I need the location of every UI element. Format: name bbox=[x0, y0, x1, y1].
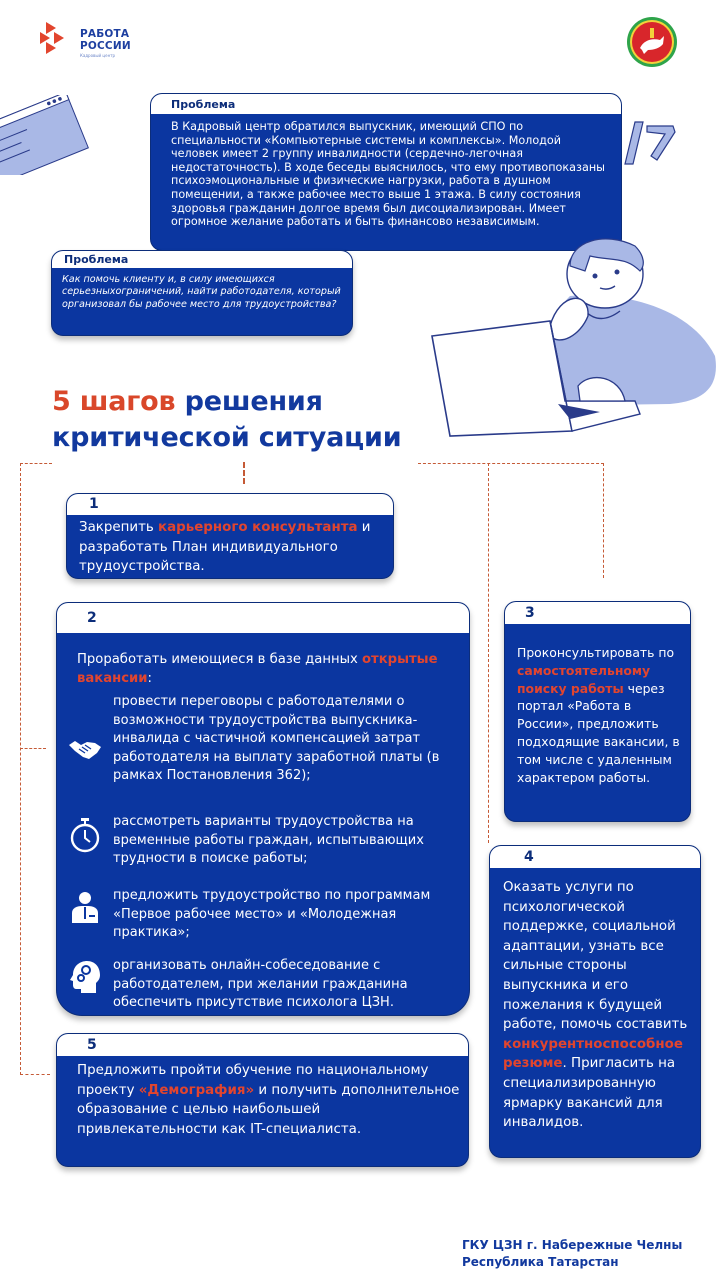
footer-line1: ГКУ ЦЗН г. Набережные Челны bbox=[462, 1238, 683, 1252]
logo-line2: РОССИИ bbox=[80, 40, 131, 52]
step-2-card bbox=[56, 602, 470, 1016]
step-intro bbox=[57, 633, 469, 688]
connector-line bbox=[603, 463, 604, 578]
step-text-post: . Пригласить на специализированную ярмарку вакансий для инвалидов. bbox=[503, 1056, 676, 1131]
step-highlight: карьерного консультанта bbox=[158, 520, 358, 535]
person-icon bbox=[67, 889, 103, 925]
step-highlight: конкурентноспособное резюме bbox=[503, 1036, 683, 1072]
step-text bbox=[505, 624, 690, 786]
tatarstan-emblem-icon bbox=[626, 16, 678, 68]
logo-line1: РАБОТА bbox=[80, 28, 130, 40]
step-intro-post: : bbox=[147, 670, 152, 686]
step-number: 3 bbox=[505, 602, 690, 624]
step-highlight: «Демография» bbox=[138, 1082, 255, 1098]
connector-line bbox=[20, 748, 46, 749]
problem-label: Проблема bbox=[151, 94, 621, 114]
connector-line bbox=[20, 463, 21, 1075]
step-highlight: открытые вакансии bbox=[77, 652, 438, 686]
step-number: 4 bbox=[490, 846, 700, 868]
logo-arrows-icon bbox=[38, 20, 78, 60]
footer-organization bbox=[462, 1237, 682, 1271]
step-text-pre: Оказать услуги по психологической поддержке, социальной адаптации, узнать все сильные стороны выпускника и его пожелания к будущей работе, помочь составить bbox=[503, 880, 688, 1033]
head-gears-icon bbox=[67, 959, 103, 995]
list-item-text: организовать онлайн-собеседование с работодателем, при желании гражданина обеспечить присутствие психолога ЦЗН. bbox=[113, 958, 408, 1011]
problem-description-card bbox=[150, 93, 622, 251]
logo-text bbox=[80, 28, 131, 52]
stopwatch-icon bbox=[67, 817, 103, 853]
step-1-card bbox=[66, 493, 394, 579]
step-text-post: и разработать План индивидуального трудоустройства. bbox=[79, 520, 371, 575]
connector-line bbox=[20, 463, 52, 464]
problem-question-card bbox=[51, 250, 353, 336]
person-laptop-illustration bbox=[420, 236, 720, 441]
step-text bbox=[67, 515, 393, 577]
step-text-pre: Предложить пройти обучение по национальному проекту bbox=[77, 1063, 429, 1098]
step-text-post: через портал «Работа в России», предложить подходящие вакансии, в том числе с удаленным характером работы. bbox=[517, 680, 680, 785]
browser-window-illustration bbox=[0, 95, 90, 175]
connector-line bbox=[243, 462, 245, 484]
step-number: 5 bbox=[57, 1034, 468, 1056]
step-highlight: самостоятельному поиску работы bbox=[517, 662, 651, 696]
step-5-card bbox=[56, 1033, 469, 1167]
list-item-text: провести переговоры с работодателями о возможности трудоустройства выпускника-инвалида с частичной компенсацией затрат работодателя на выплату заработной платы (в рамках Постановления 362); bbox=[113, 694, 440, 784]
step-text-pre: Закрепить bbox=[79, 520, 159, 535]
list-item-text: предложить трудоустройство по программам «Первое рабочее место» и «Молодежная практика»; bbox=[113, 888, 431, 941]
problem-text: В Кадровый центр обратился выпускник, имеющий СПО по специальности «Компьютерные системы и комплексы». Молодой человек имеет 2 группу инвалидности (сердечно-легочная недостаточность). В ходе беседы выяснилось, что ему противопоказаны психоэмоциональные и физические нагрузки, работа в душном помещении, а также рабочее место выше 1 этажа. В силу состояния здоровья гражданин долгое время был дисоциализирован. Имеет огромное желание работать и быть финансово независимым. bbox=[171, 120, 605, 229]
problem-question-text: Как помочь клиенту и, в силу имеющихся серьезныхограничений, найти работодателя, который организовал бы рабочее место для трудоустройства? bbox=[62, 274, 341, 310]
connector-line bbox=[488, 463, 489, 843]
connector-line bbox=[20, 1074, 50, 1075]
problem-question-label: Проблема bbox=[52, 251, 352, 268]
handshake-icon bbox=[67, 731, 103, 767]
step-text-pre: Проконсультировать по bbox=[517, 645, 675, 660]
footer-line2: Республика Татарстан bbox=[462, 1255, 619, 1269]
step-text-post: и получить дополнительное образование с целью наибольшей привлекательности как IT-специалиста. bbox=[77, 1082, 460, 1137]
step-number: 1 bbox=[67, 494, 393, 515]
step-text bbox=[57, 1056, 468, 1139]
title-line2: критической ситуации bbox=[52, 422, 402, 453]
logo-subtitle: Кадровый центр bbox=[80, 53, 116, 58]
page-title bbox=[52, 384, 401, 456]
step-text bbox=[490, 868, 700, 1133]
title-line1: решения bbox=[175, 386, 323, 417]
connector-line bbox=[418, 463, 604, 464]
title-accent: 5 шагов bbox=[52, 386, 176, 417]
rabota-rossii-logo bbox=[38, 20, 138, 64]
step-number: 2 bbox=[57, 603, 469, 633]
step-intro-pre: Проработать имеющиеся в базе данных bbox=[77, 652, 362, 667]
list-item-text: рассмотреть варианты трудоустройства на временные работы граждан, испытывающих трудности в поиске работы; bbox=[113, 814, 424, 867]
step-3-card bbox=[504, 601, 691, 822]
step-4-card bbox=[489, 845, 701, 1158]
